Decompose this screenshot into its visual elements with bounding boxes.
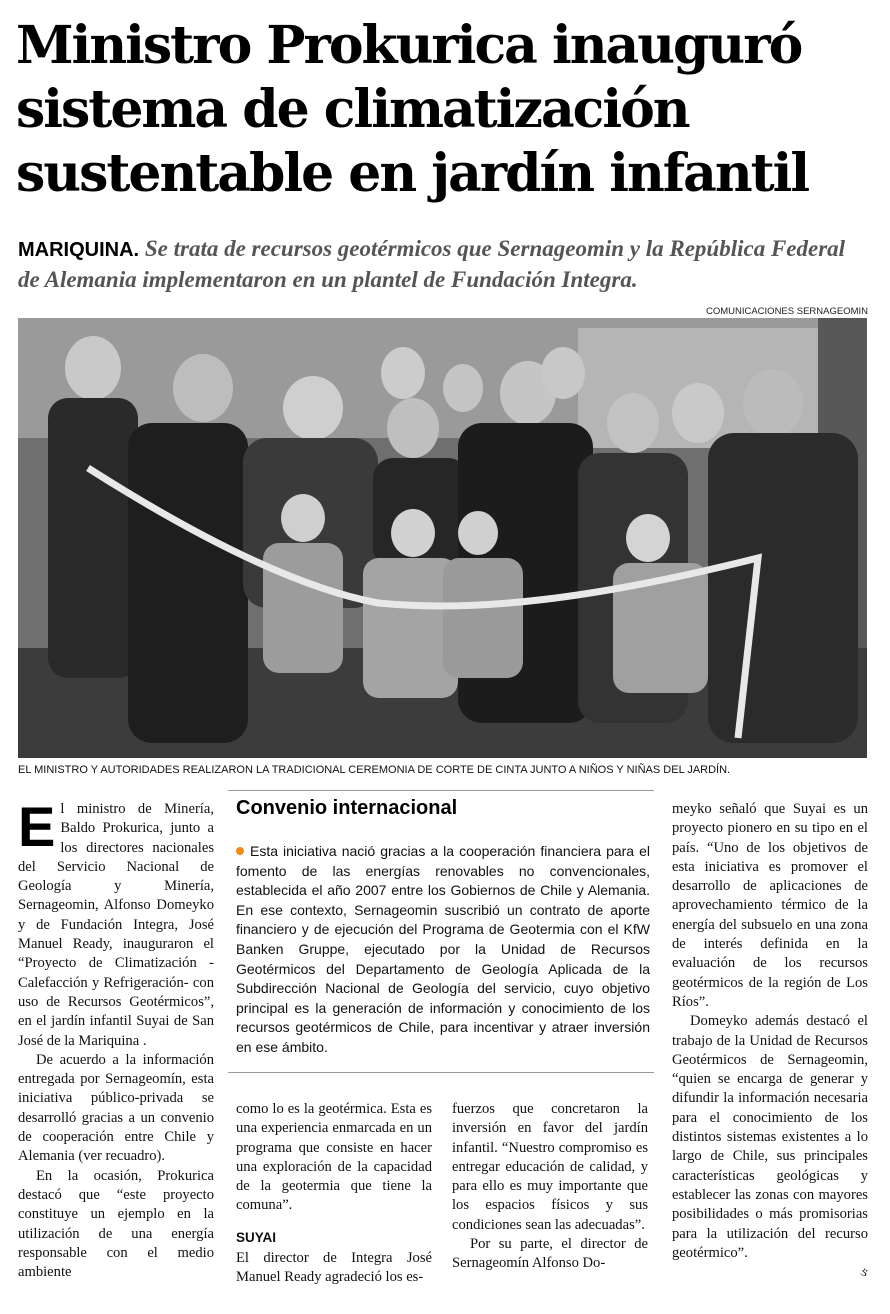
bullet-icon — [236, 847, 244, 855]
column-1-paragraph-3: En la ocasión, Prokurica destacó que “este proyecto constituye un ejemplo en la utilización de una energía responsable con el medio ambiente — [18, 1167, 214, 1281]
box-title: Convenio internacional — [236, 797, 458, 819]
ceremony-photo-illustration — [18, 318, 867, 758]
article-column-1 — [18, 795, 214, 1282]
headline-line-1: Ministro Prokurica inauguró — [16, 15, 802, 76]
drop-cap: E — [18, 795, 56, 858]
column-2-paragraph-2: El director de Integra José Manuel Ready agradeció los es- — [236, 1250, 432, 1286]
photo-caption: EL MINISTRO Y AUTORIDADES REALIZARON LA TRADICIONAL CEREMONIA DE CORTE DE CINTA JUNTO A NIÑOS Y NIÑAS DEL JARDÍN. — [18, 764, 731, 776]
box-text: Esta iniciativa nació gracias a la cooperación financiera para el fomento de las energías renovables no convencionales, establecida el año 2007 entre los Gobiernos de Chile y Alemania. En ese contexto, Sernageomin suscribió un contrato de aporte financiero y de ejecución del Programa de Geotermia con el KfW Banken Gruppe, ejecutado por la Unidad de Recursos Geotérmicos del Departamento de Geología Aplicada de la Subdirección Nacional de Geología del servicio, cuyo objetivo principal es la generación de información y conocimiento de los recursos geotérmicos de Chile, para incentivar y atraer inversión en ese ámbito. — [236, 843, 650, 1055]
box-top-rule — [228, 790, 654, 791]
article-column-4 — [672, 800, 868, 1282]
column-3-paragraph-2: Por su parte, el director de Sernageomín Alfonso Do- — [452, 1236, 648, 1272]
column-4-paragraph-1: meyko señaló que Suyai es un proyecto pionero en su tipo en el país. “Uno de los objetivos de esta iniciativa es promover el desarrollo de aplicaciones de aprovechamiento térmico de la energía del subsuelo en una zona de interés definida en la evaluación de los recursos geotérmicos de la región de Los Ríos”. — [672, 801, 868, 1010]
subhead-suyai: SUYAI — [236, 1229, 277, 1245]
lead-paragraph — [18, 234, 868, 294]
headline-line-3: sustentable en jardín infantil — [16, 143, 809, 204]
photo-credit: COMUNICACIONES SERNAGEOMIN — [705, 306, 868, 317]
headline-line-2: sistema de climatización — [16, 79, 689, 140]
ceremony-photo — [18, 318, 867, 758]
box-bottom-rule — [228, 1072, 654, 1073]
end-mark-icon: ઙ — [859, 1265, 868, 1281]
column-4-paragraph-2: Domeyko además destacó el trabajo de la Unidad de Recursos Geotérmicos de Sernageomin, “quien se encarga de generar y difundir la información necesaria para el conocimiento de los distintos sistemas existentes a lo largo de Chile, sus principales características geológicas y establecer las zonas con mayores posibilidades o más promisorias para la utilización del recurso geotérmico”. — [672, 1013, 868, 1261]
column-2-paragraph-1: como lo es la geotérmica. Esta es una experiencia enmarcada en un programa que consiste en hacer una exploración de la capacidad de la geotermia que tiene la comuna”. — [236, 1101, 432, 1214]
column-3-paragraph-1: fuerzos que concretaron la inversión en favor del jardín infantil. “Nuestro compromiso es entregar educación de calidad, y para ello es muy importante que los espacios físicos y sus condiciones sean las adecuadas”. — [452, 1101, 648, 1233]
column-1-paragraph-1: El ministro de Minería, Baldo Prokurica, junto a los directores nacionales del Servicio Nacional de Geología y Minería, Sernageomin, Alfonso Domeyko y de Fundación Integra, José Manuel Ready, inauguraron el “Proyecto de Climatización -Calefacción y Refrigeración- con uso de Recursos Geotérmicos”, en el jardín infantil Suyai de San José de la Mariquina . — [18, 795, 214, 1049]
lead-text: Se trata de recursos geotérmicos que Sernageomin y la República Federal de Alemania implementaron en un plantel de Fundación Integra. — [18, 236, 846, 292]
article-column-3 — [452, 1100, 648, 1274]
column-1-paragraph-2: De acuerdo a la información entregada por Sernageomín, esta iniciativa público-privada se desarrolló gracias a un convenio de cooperación entre Chile y Alemania (ver recuadro). — [18, 1051, 214, 1165]
article-column-2 — [236, 1100, 432, 1288]
headline — [16, 14, 876, 206]
lead-kicker: MARIQUINA. — [18, 239, 140, 261]
